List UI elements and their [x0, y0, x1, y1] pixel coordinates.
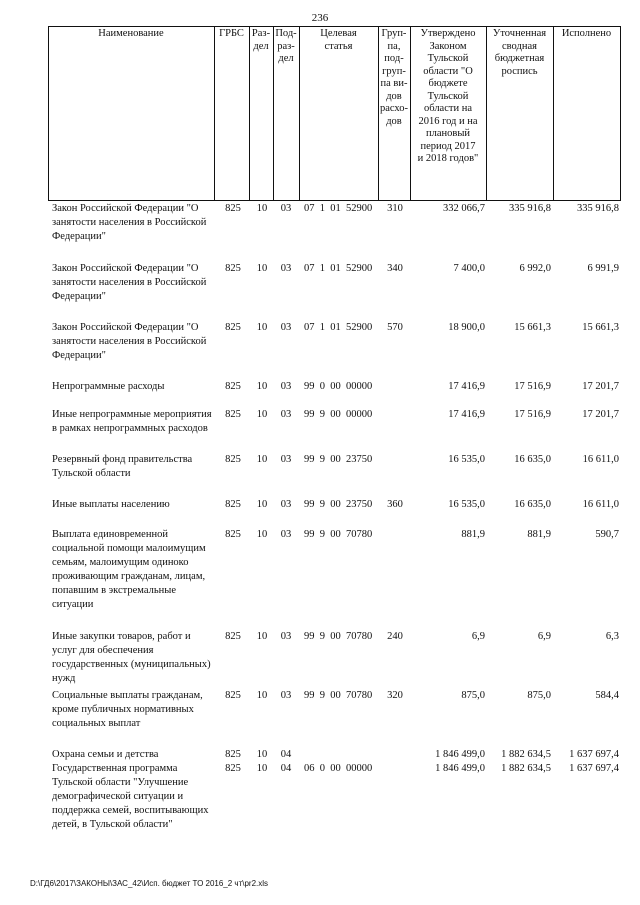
row-grbs: 825 [225, 529, 241, 540]
row-executed: 590,7 [595, 529, 619, 540]
row-expense-group: 570 [387, 322, 403, 333]
row-approved: 6,9 [471, 631, 485, 642]
row-grbs: 825 [225, 631, 241, 642]
row-grbs: 825 [225, 763, 241, 774]
row-approved: 17 416,9 [448, 381, 485, 392]
row-razdel: 10 [256, 499, 268, 510]
row-name: Государственная программа Тульской области "Улучшение демографической ситуации и поддержка семей, воспитывающих детей, в Тульской области" [52, 763, 209, 830]
row-updated: 15 661,3 [514, 322, 551, 333]
row-target-article: 07 1 01 52900 [304, 203, 373, 214]
row-name: Резервный фонд правительства Тульской области [52, 454, 193, 479]
row-podrazdel: 03 [280, 322, 292, 333]
row-expense-group: 310 [387, 203, 403, 214]
row-podrazdel: 03 [280, 454, 292, 465]
column-divider [620, 26, 621, 201]
row-executed: 1 637 697,4 [569, 749, 619, 760]
page-number: 236 [311, 12, 329, 24]
row-approved: 332 066,7 [443, 203, 485, 214]
row-expense-group: 340 [387, 263, 403, 274]
row-grbs: 825 [225, 263, 241, 274]
row-approved: 881,9 [461, 529, 485, 540]
row-razdel: 10 [256, 409, 268, 420]
row-razdel: 10 [256, 749, 268, 760]
row-razdel: 10 [256, 631, 268, 642]
row-podrazdel: 03 [280, 381, 292, 392]
row-razdel: 10 [256, 529, 268, 540]
header-podrazdel: Под- раз- дел [275, 28, 297, 64]
row-podrazdel: 03 [280, 203, 292, 214]
header-updated: Уточненная сводная бюджетная роспись [492, 28, 547, 77]
row-approved: 17 416,9 [448, 409, 485, 420]
row-approved: 16 535,0 [448, 499, 485, 510]
row-podrazdel: 03 [280, 499, 292, 510]
header-target-article: Целевая статья [320, 28, 357, 52]
row-target-article: 99 9 00 70780 [304, 690, 373, 701]
row-razdel: 10 [256, 763, 268, 774]
row-updated: 16 635,0 [514, 454, 551, 465]
row-approved: 875,0 [461, 690, 485, 701]
row-name: Социальные выплаты гражданам, кроме публичных нормативных социальных выплат [52, 690, 203, 729]
row-razdel: 10 [256, 454, 268, 465]
row-updated: 6 992,0 [519, 263, 551, 274]
row-target-article: 99 9 00 70780 [304, 631, 373, 642]
row-executed: 16 611,0 [582, 499, 619, 510]
row-name: Закон Российской Федерации "О занятости населения в Российской Федерации" [52, 263, 207, 302]
row-name: Закон Российской Федерации "О занятости населения в Российской Федерации" [52, 322, 207, 361]
row-name: Иные закупки товаров, работ и услуг для обеспечения государственных (муниципальных) нужд [52, 631, 211, 684]
row-target-article: 99 9 00 00000 [304, 409, 373, 420]
row-expense-group: 360 [387, 499, 403, 510]
row-target-article: 99 9 00 70780 [304, 529, 373, 540]
row-executed: 1 637 697,4 [569, 763, 619, 774]
row-grbs: 825 [225, 322, 241, 333]
row-approved: 18 900,0 [448, 322, 485, 333]
row-podrazdel: 03 [280, 690, 292, 701]
row-target-article: 99 0 00 00000 [304, 381, 373, 392]
row-executed: 584,4 [595, 690, 619, 701]
row-name: Выплата единовременной социальной помощи малоимущим семьям, малоимущим одиноко проживающим гражданам, лицам, попавшим в экстремальные ситуации [52, 529, 206, 610]
row-target-article: 07 1 01 52900 [304, 263, 373, 274]
header-expense-group: Груп- па, под- груп- па ви- дов расхо- дов [379, 28, 409, 127]
row-expense-group: 320 [387, 690, 403, 701]
row-updated: 16 635,0 [514, 499, 551, 510]
header-razdel: Раз- дел [251, 28, 271, 52]
row-target-article: 99 9 00 23750 [304, 499, 373, 510]
row-grbs: 825 [225, 499, 241, 510]
row-name: Охрана семьи и детства [52, 749, 159, 760]
row-executed: 335 916,8 [577, 203, 619, 214]
header-executed: Исполнено [561, 28, 612, 39]
row-podrazdel: 03 [280, 631, 292, 642]
row-grbs: 825 [225, 454, 241, 465]
row-updated: 1 882 634,5 [501, 763, 551, 774]
row-podrazdel: 03 [280, 529, 292, 540]
row-executed: 6 991,9 [587, 263, 619, 274]
row-updated: 881,9 [527, 529, 551, 540]
row-name: Непрограммные расходы [52, 381, 165, 392]
column-divider [48, 26, 49, 201]
column-divider [553, 26, 554, 201]
row-executed: 6,3 [605, 631, 619, 642]
header-name: Наименование [98, 28, 164, 39]
row-name: Иные непрограммные мероприятия в рамках непрограммных расходов [52, 409, 212, 434]
row-podrazdel: 03 [280, 263, 292, 274]
header-top-border [48, 26, 620, 27]
row-grbs: 825 [225, 381, 241, 392]
row-approved: 16 535,0 [448, 454, 485, 465]
file-path-footer: D:\ГД6\2017\ЗАКОНЫ\ЗАС_42\Исп. бюджет ТО 2016_2 чт\pr2.xls [30, 879, 269, 888]
header-bottom-border [48, 200, 620, 201]
header-grbs: ГРБС [219, 28, 244, 39]
row-razdel: 10 [256, 263, 268, 274]
row-approved: 1 846 499,0 [435, 749, 485, 760]
row-updated: 875,0 [527, 690, 551, 701]
row-updated: 6,9 [537, 631, 551, 642]
header-approved: Утверждено Законом Тульской области "О бюджете Тульской области на 2016 год и на плановый период 2017 и 2018 годов" [417, 28, 479, 164]
row-podrazdel: 03 [280, 409, 292, 420]
row-grbs: 825 [225, 203, 241, 214]
row-target-article: 99 9 00 23750 [304, 454, 373, 465]
row-podrazdel: 04 [280, 763, 292, 774]
row-executed: 17 201,7 [582, 409, 619, 420]
row-expense-group: 240 [387, 631, 403, 642]
row-name: Закон Российской Федерации "О занятости населения в Российской Федерации" [52, 203, 207, 242]
row-updated: 17 516,9 [514, 409, 551, 420]
row-approved: 7 400,0 [453, 263, 485, 274]
row-updated: 17 516,9 [514, 381, 551, 392]
row-grbs: 825 [225, 690, 241, 701]
row-razdel: 10 [256, 322, 268, 333]
row-name: Иные выплаты населению [52, 499, 170, 510]
row-target-article: 07 1 01 52900 [304, 322, 373, 333]
row-podrazdel: 04 [280, 749, 292, 760]
row-updated: 335 916,8 [509, 203, 551, 214]
row-executed: 17 201,7 [582, 381, 619, 392]
row-razdel: 10 [256, 690, 268, 701]
row-razdel: 10 [256, 203, 268, 214]
row-razdel: 10 [256, 381, 268, 392]
row-target-article: 06 0 00 00000 [304, 763, 373, 774]
row-executed: 15 661,3 [582, 322, 619, 333]
row-approved: 1 846 499,0 [435, 763, 485, 774]
row-executed: 16 611,0 [582, 454, 619, 465]
column-divider [214, 26, 215, 201]
row-updated: 1 882 634,5 [501, 749, 551, 760]
row-grbs: 825 [225, 409, 241, 420]
row-grbs: 825 [225, 749, 241, 760]
